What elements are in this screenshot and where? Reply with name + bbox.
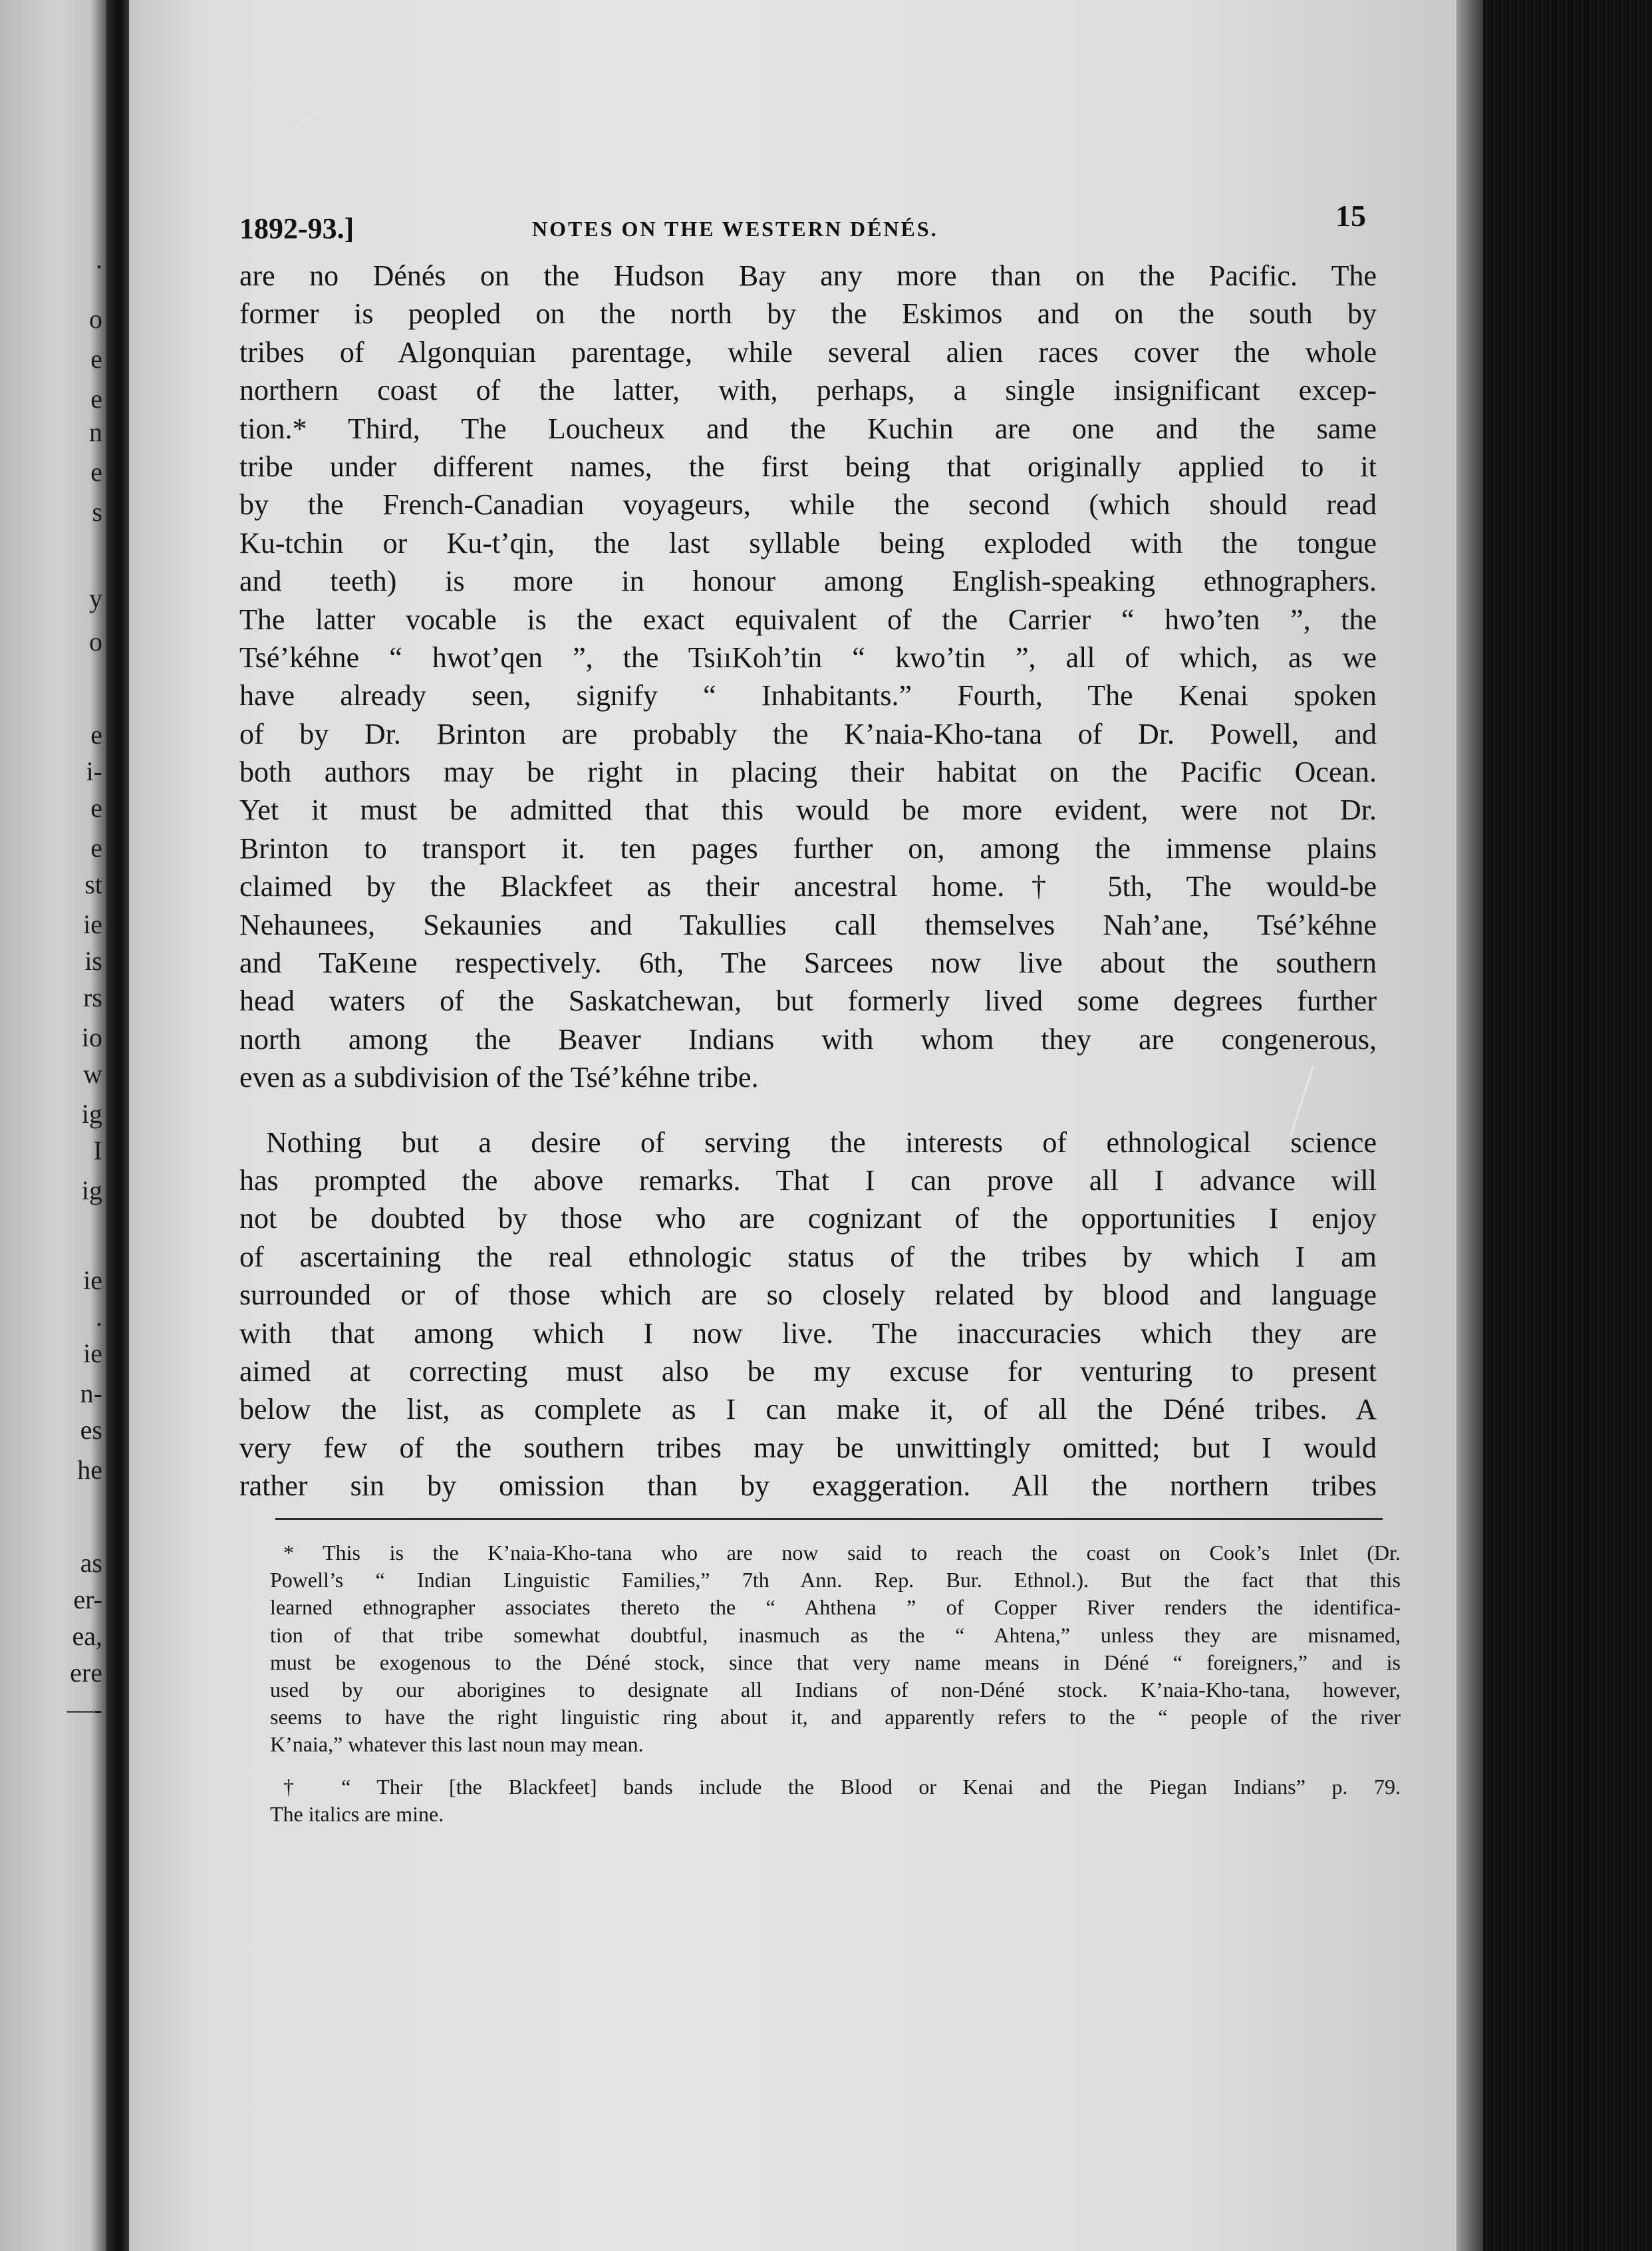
- running-date: 1892-93.]: [239, 212, 354, 245]
- facing-page-letter: n: [89, 417, 102, 447]
- facing-page-letter: —-: [67, 1694, 102, 1724]
- text-line: are no Dénés on the Hudson Bay any more than on the Pacific. The: [239, 259, 1377, 292]
- text-line: surrounded or of those which are so closely related by blood and language: [239, 1278, 1377, 1312]
- text-line: and TaKeıne respectively. 6th, The Sarcees now live about the southern: [239, 947, 1377, 980]
- text-line: rather sin by omission than by exaggeration. All the northern tribes: [239, 1469, 1377, 1503]
- text-line: Brinton to transport it. ten pages further on, among the immense plains: [239, 831, 1377, 865]
- facing-page-letter: ie: [83, 1338, 102, 1368]
- facing-page-letter: s: [92, 497, 102, 527]
- footnote-line: The italics are mine.: [270, 1801, 444, 1826]
- footnote-line: tion of that tribe somewhat doubtful, inasmuch as the “ Ahtena,” unless they are misnamed,: [270, 1622, 1401, 1647]
- facing-page-letter: I: [93, 1135, 102, 1165]
- text-line: north among the Beaver Indians with whom they are congenerous,: [239, 1022, 1377, 1056]
- footnote-line: K’naia,” whatever this last noun may mean.: [270, 1732, 644, 1757]
- running-header: [239, 199, 1366, 251]
- text-line: tribes of Algonquian parentage, while several alien races cover the whole: [239, 335, 1377, 369]
- facing-page-letter: ig: [81, 1099, 102, 1129]
- text-line: Yet it must be admitted that this would be more evident, were not Dr.: [239, 794, 1377, 827]
- facing-page-letter: w: [83, 1059, 102, 1089]
- text-line: even as a subdivision of the Tsé’kéhne tribe.: [239, 1061, 759, 1094]
- facing-page-letter: e: [90, 833, 102, 863]
- facing-page-letter: i-: [86, 756, 102, 786]
- facing-page-letter: st: [84, 869, 102, 899]
- text-line: northern coast of the latter, with, perhaps, a single insignificant excep-: [239, 374, 1377, 407]
- paper-speck: [296, 111, 319, 128]
- footnote-line: learned ethnographer associates thereto the “ Ahthena ” of Copper River renders the identifica-: [270, 1595, 1401, 1620]
- footnote-line: seems to have the right linguistic ring about it, and apparently refers to the “ people of the river: [270, 1705, 1401, 1729]
- text-line: and teeth) is more in honour among English-speaking ethnographers.: [239, 565, 1377, 598]
- facing-page-letter: er-: [73, 1584, 102, 1614]
- facing-page-letter: he: [77, 1455, 102, 1485]
- book-gutter: [106, 0, 129, 2251]
- text-line: head waters of the Saskatchewan, but formerly lived some degrees further: [239, 984, 1377, 1018]
- text-line: of ascertaining the real ethnologic status of the tribes by which I am: [239, 1240, 1377, 1273]
- text-line: claimed by the Blackfeet as their ancestral home.† 5th, The would-be: [239, 870, 1377, 903]
- facing-page-letter: ie: [83, 1265, 102, 1295]
- paragraph-gap: [239, 1097, 1377, 1124]
- footnote-rule: [275, 1518, 1383, 1520]
- facing-page-letter: ig: [81, 1175, 102, 1205]
- facing-page-letter: o: [89, 304, 102, 334]
- facing-page-letter: es: [80, 1415, 102, 1445]
- text-line: by the French-Canadian voyageurs, while the second (which should read: [239, 488, 1377, 522]
- footnote-line: Powell’s “ Indian Linguistic Families,” 7th Ann. Rep. Bur. Ethnol.). But the fact that this: [270, 1568, 1401, 1592]
- facing-page-letter: e: [90, 344, 102, 374]
- facing-page-letter: rs: [83, 982, 102, 1012]
- page-number: 15: [1335, 199, 1366, 233]
- text-line: tion.* Third, The Loucheux and the Kuchin are one and the same: [239, 412, 1377, 445]
- text-line: with that among which I now live. The inaccuracies which they are: [239, 1316, 1377, 1350]
- footnote-line: † “ Their [the Blackfeet] bands include the Blood or Kenai and the Piegan Indians” p. 79.: [283, 1774, 1401, 1799]
- facing-page-letter: e: [90, 457, 102, 487]
- text-line: have already seen, signify “ Inhabitants.” Fourth, The Kenai spoken: [239, 679, 1377, 712]
- facing-page-letter: is: [84, 946, 102, 976]
- footnotes: [270, 1539, 1401, 1828]
- text-line: very few of the southern tribes may be unwittingly omitted; but I would: [239, 1431, 1377, 1464]
- footnote-line: must be exogenous to the Déné stock, since that very name means in Déné “ foreigners,” and is: [270, 1650, 1401, 1674]
- text-line: of by Dr. Brinton are probably the K’naia-Kho-tana of Dr. Powell, and: [239, 717, 1377, 750]
- footnote-gap: [270, 1759, 1401, 1773]
- facing-page-letter: .: [96, 244, 102, 274]
- facing-page-letter: ere: [70, 1658, 102, 1688]
- running-title: NOTES ON THE WESTERN DÉNÉS.: [532, 217, 938, 241]
- text-line: both authors may be right in placing their habitat on the Pacific Ocean.: [239, 756, 1377, 789]
- facing-page-letter: e: [90, 720, 102, 750]
- page-stack-edge: [1456, 0, 1652, 2251]
- facing-page-letter: o: [89, 627, 102, 657]
- facing-page-letter: e: [90, 384, 102, 414]
- facing-page-letter: io: [81, 1022, 102, 1052]
- footnote-line: * This is the K’naia-Kho-tana who are now said to reach the coast on Cook’s Inlet (Dr.: [283, 1541, 1401, 1565]
- facing-page-letter: y: [89, 583, 102, 613]
- text-line: The latter vocable is the exact equivalent of the Carrier “ hwo’ten ”, the: [239, 603, 1377, 636]
- facing-page-fragment: [0, 0, 106, 2251]
- facing-page-letter: as: [80, 1548, 102, 1578]
- text-line: tribe under different names, the first being that originally applied to it: [239, 450, 1377, 483]
- text-line: below the list, as complete as I can make it, of all the Déné tribes. A: [239, 1393, 1377, 1426]
- facing-page-letter: ea,: [72, 1621, 102, 1651]
- text-line: has prompted the above remarks. That I can prove all I advance will: [239, 1163, 1377, 1197]
- body-text: [239, 257, 1377, 1505]
- text-line: former is peopled on the north by the Eskimos and on the south by: [239, 297, 1377, 331]
- footnote-line: used by our aborigines to designate all Indians of non-Déné stock. K’naia-Kho-tana, however,: [270, 1677, 1401, 1702]
- facing-page-letter: n-: [80, 1378, 102, 1408]
- footnote: [270, 1539, 1401, 1759]
- text-line: Ku-tchin or Ku-t’qin, the last syllable being exploded with the tongue: [239, 526, 1377, 559]
- paragraph: [239, 257, 1377, 1097]
- footnote: [270, 1773, 1401, 1828]
- book-page: [129, 0, 1456, 2251]
- text-line: not be doubted by those who are cognizant of the opportunities I enjoy: [239, 1202, 1377, 1235]
- text-line: aimed at correcting must also be my excuse for venturing to present: [239, 1354, 1377, 1388]
- facing-page-letter: .: [96, 1302, 102, 1332]
- text-line: Nehaunees, Sekaunies and Takullies call themselves Nah’ane, Tsé’kéhne: [239, 908, 1377, 941]
- text-line: Tsé’kéhne “ hwot’qen ”, the TsiıKoh’tin “ kwo’tin ”, all of which, as we: [239, 641, 1377, 674]
- facing-page-letter: e: [90, 793, 102, 823]
- paragraph: [239, 1124, 1377, 1505]
- text-line: Nothing but a desire of serving the interests of ethnological science: [266, 1126, 1377, 1159]
- facing-page-letter: ie: [83, 909, 102, 939]
